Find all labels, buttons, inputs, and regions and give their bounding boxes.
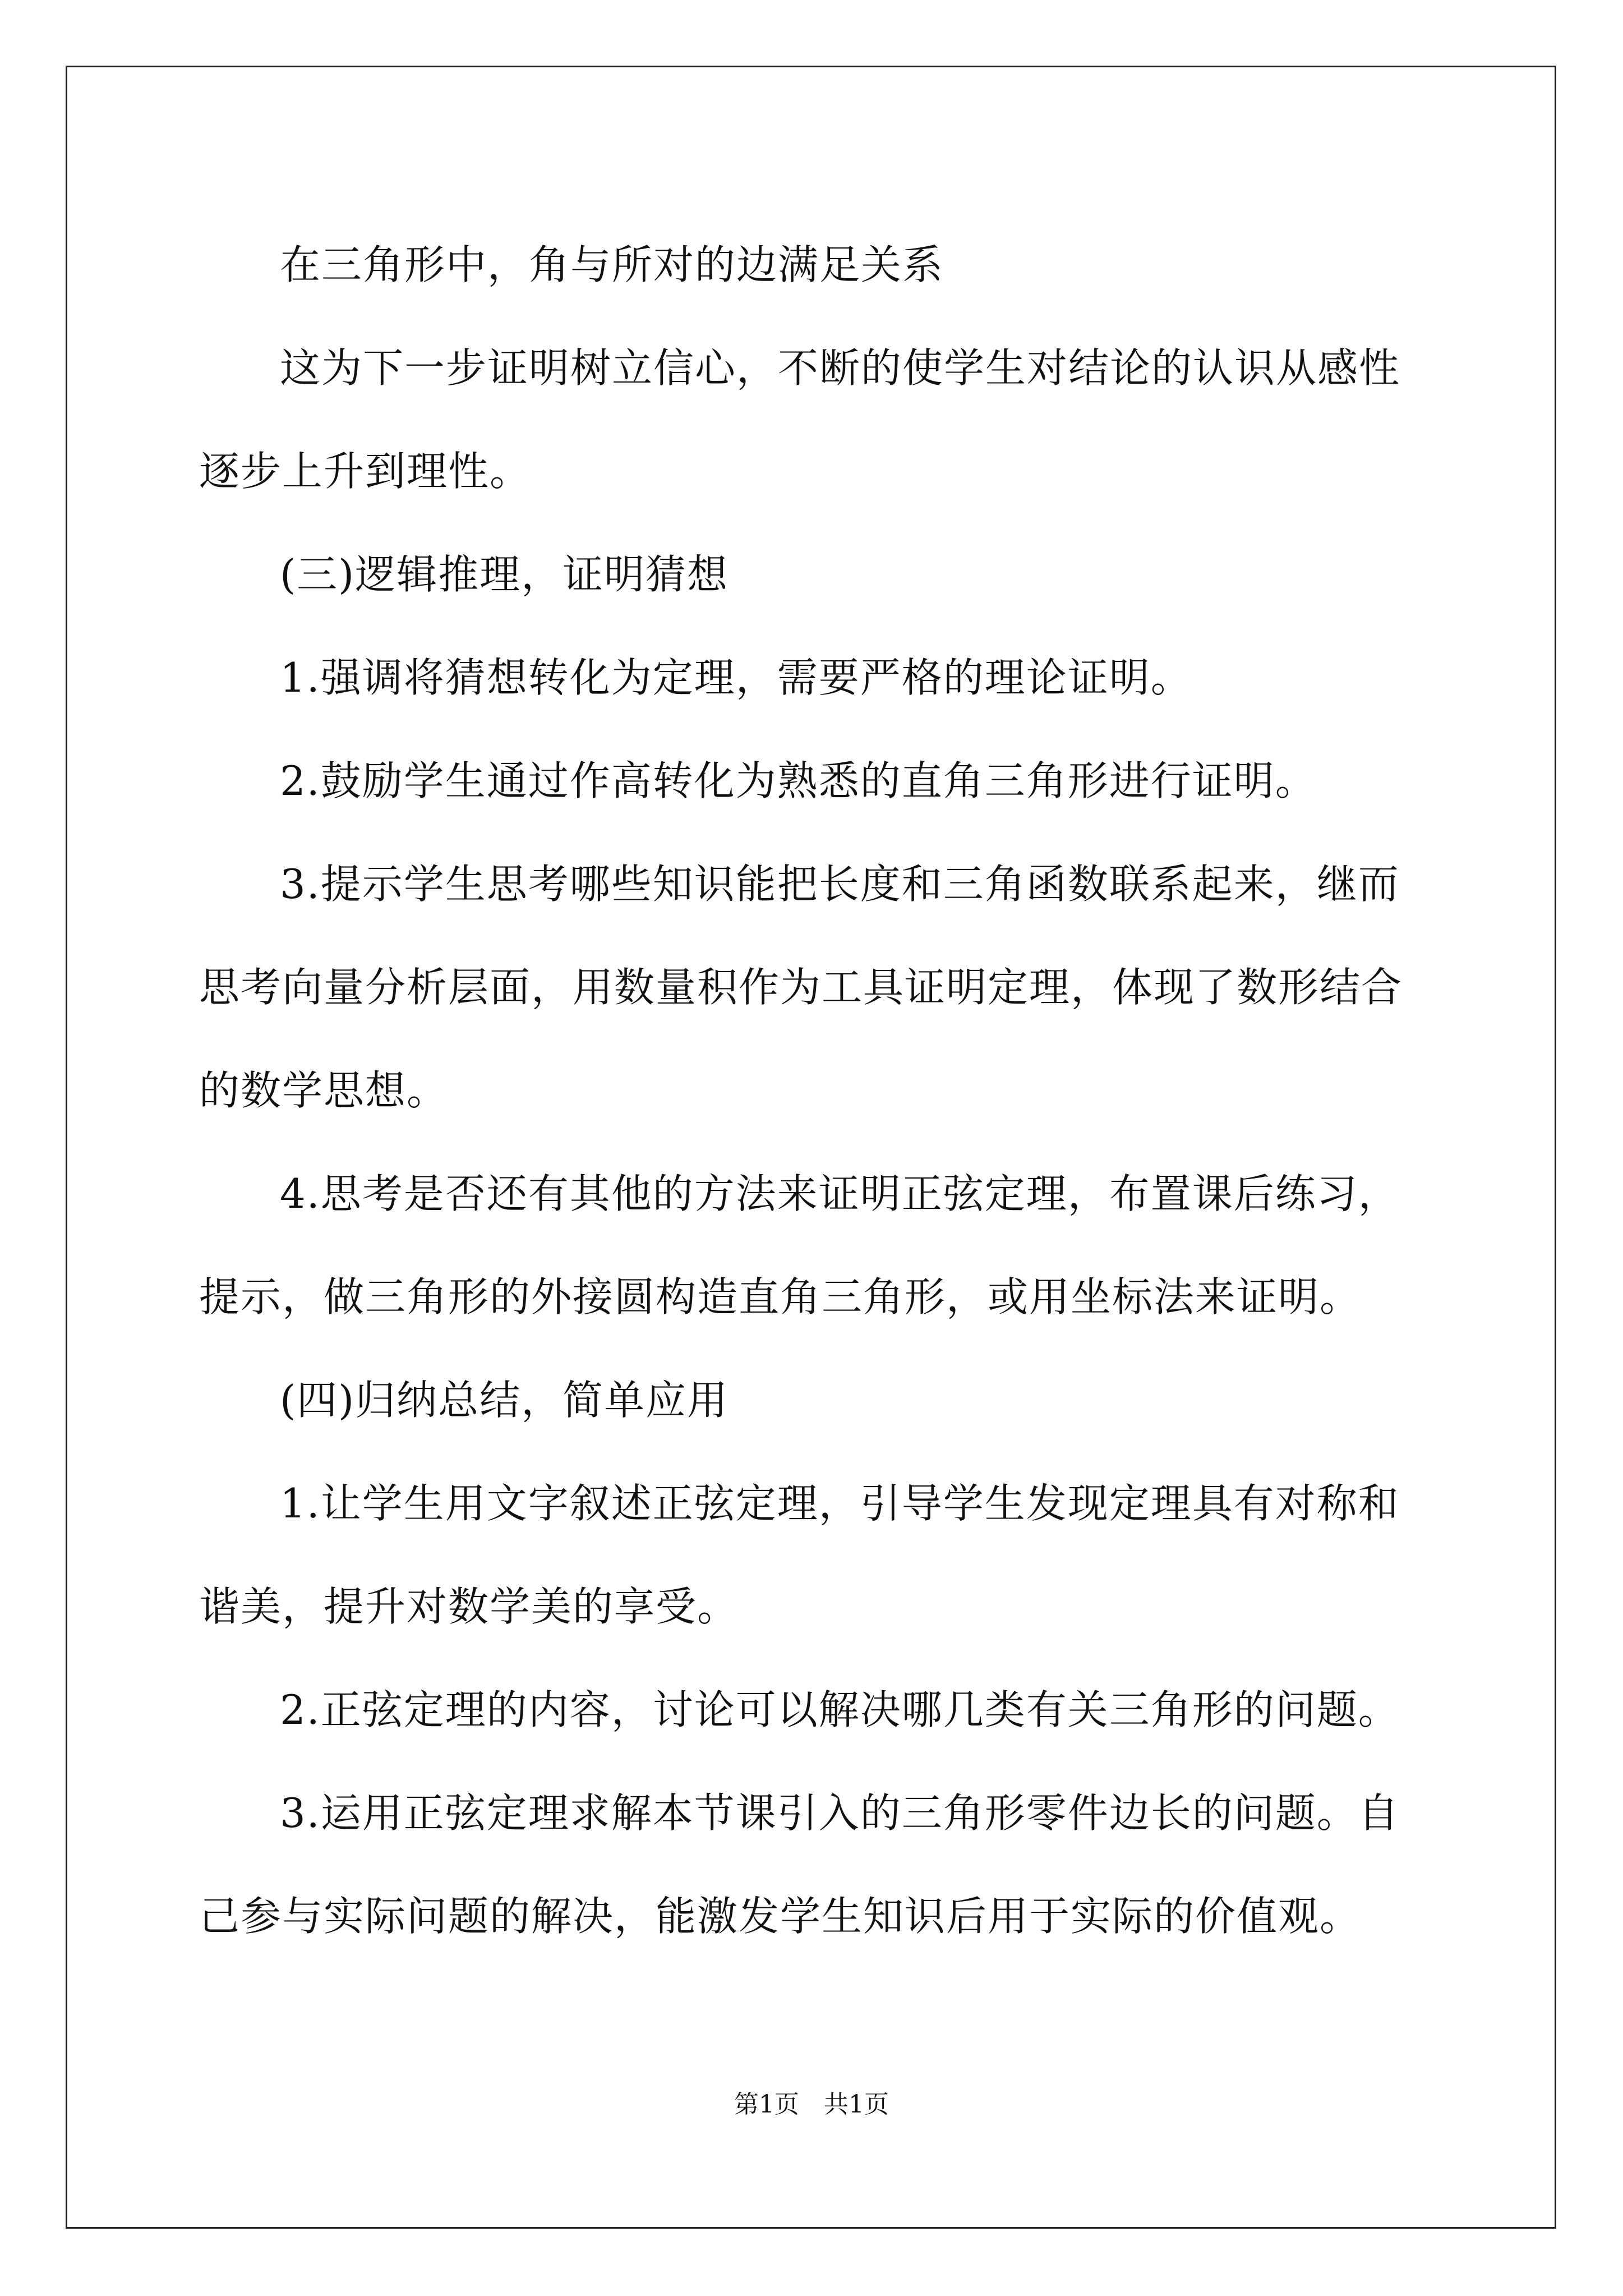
paragraph-6: 3.提示学生思考哪些知识能把长度和三角函数联系起来，继而思考向量分析层面，用数量积作为工具证明定理，体现了数形结合的数学思想。 xyxy=(199,861,1403,1114)
paragraph-5: 2.鼓励学生通过作高转化为熟悉的直角三角形进行证明。 xyxy=(280,757,1317,804)
paragraph-11: 3.运用正弦定理求解本节课引入的三角形零件边长的问题。自己参与实际问题的解决，能激发学生知识后用于实际的价值观。 xyxy=(199,1789,1400,1940)
page-footer: 第1页 共1页 xyxy=(734,2090,889,2119)
paragraph-2: 这为下一步证明树立信心，不断的使学生对结论的认识从感性逐步上升到理性。 xyxy=(199,344,1401,495)
paragraph-10: 2.正弦定理的内容，讨论可以解决哪几类有关三角形的问题。 xyxy=(280,1686,1400,1733)
section-heading-3: (三)逻辑推理，证明猜想 xyxy=(280,551,729,598)
paragraph-4: 1.强调将猜想转化为定理，需要严格的理论证明。 xyxy=(280,654,1192,701)
section-heading-4: (四)归纳总结，简单应用 xyxy=(280,1377,729,1424)
paragraph-7: 4.思考是否还有其他的方法来证明正弦定理，布置课后练习，提示，做三角形的外接圆构造直角三角形，或用坐标法来证明。 xyxy=(199,1170,1400,1320)
document-body xyxy=(199,213,1433,1968)
paragraph-1: 在三角形中，角与所对的边满足关系 xyxy=(280,241,944,288)
paragraph-9: 1.让学生用文字叙述正弦定理，引导学生发现定理具有对称和谐美，提升对数学美的享受。 xyxy=(199,1480,1400,1630)
